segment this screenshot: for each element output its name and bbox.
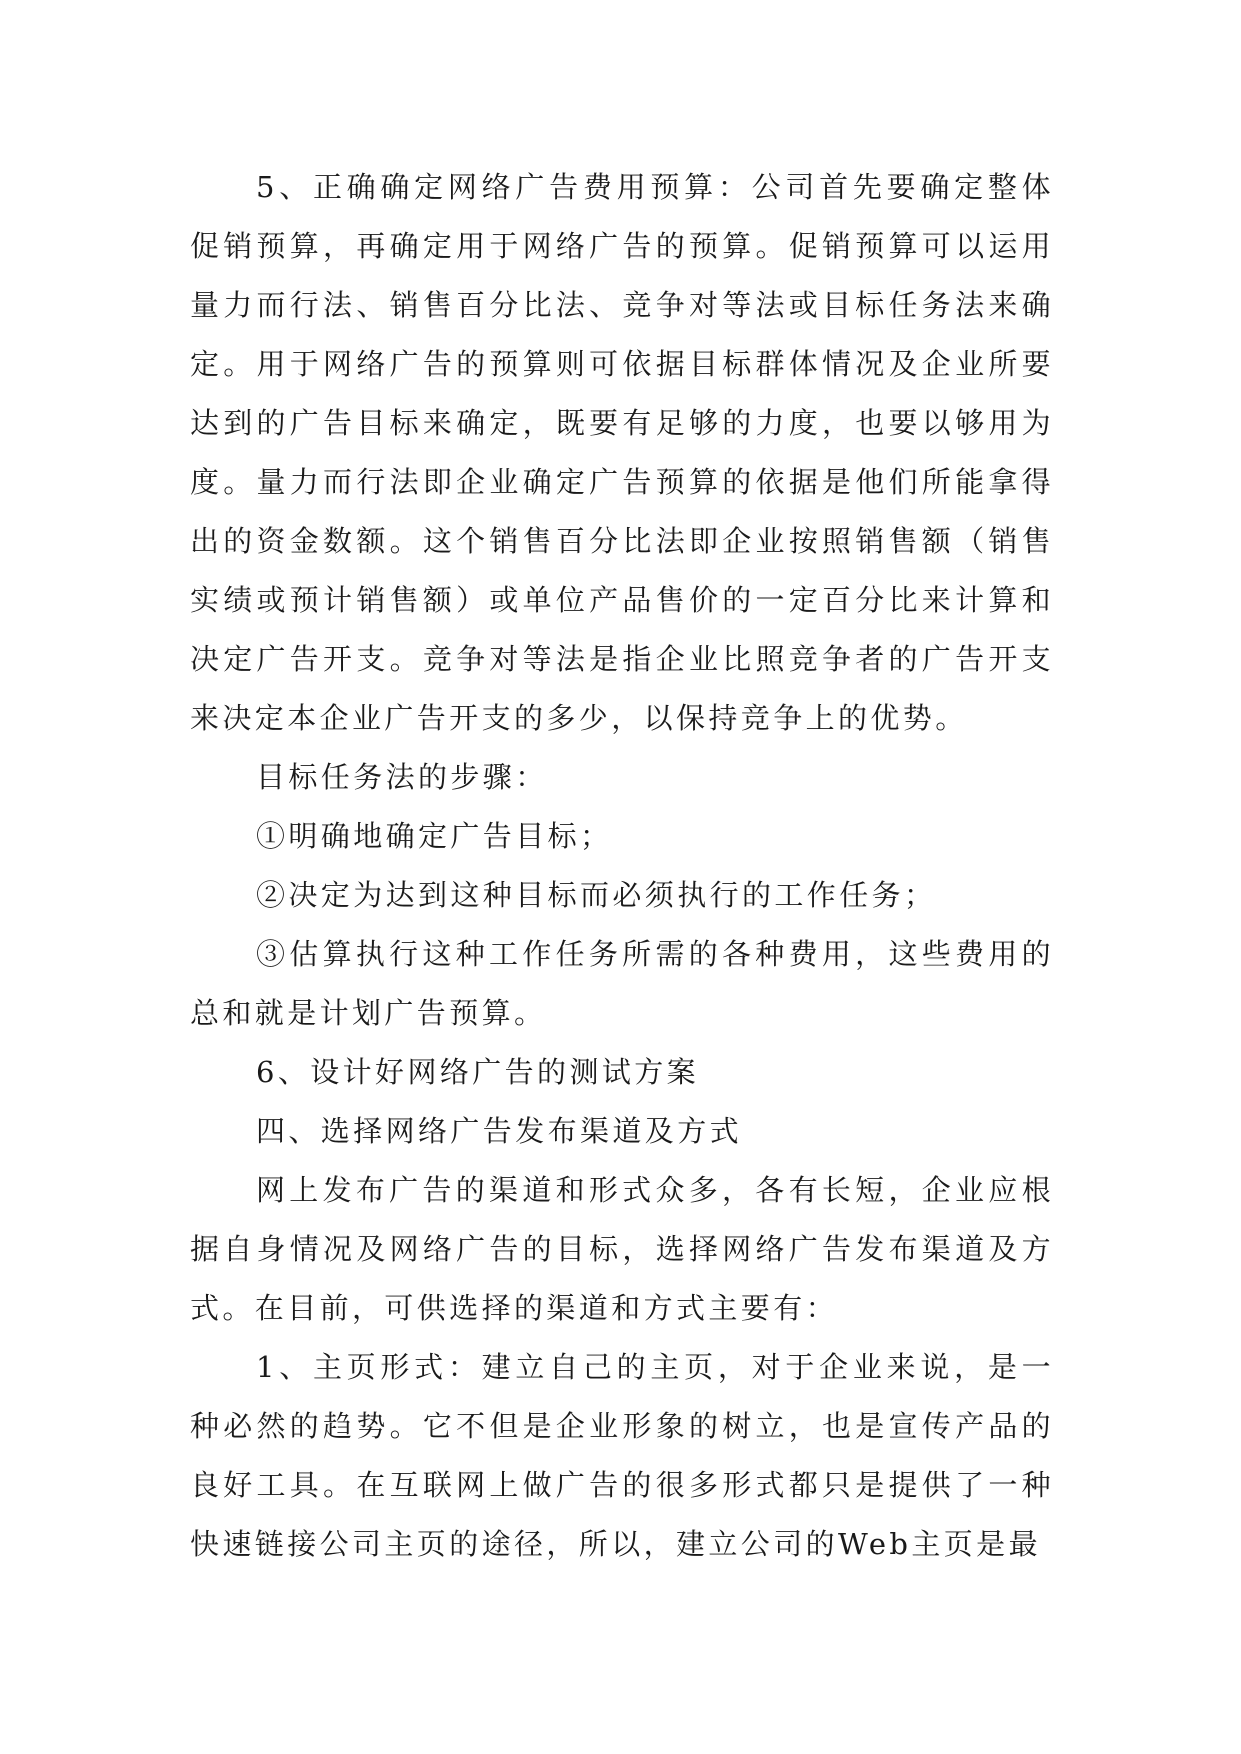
paragraph-steps-heading: 目标任务法的步骤： (256, 760, 548, 794)
body-text (190, 158, 1054, 1574)
paragraph-budget: 5、正确确定网络广告费用预算：公司首先要确定整体促销预算，再确定用于网络广告的预算。促销预算可以运用量力而行法、销售百分比法、竞争对等法或目标任务法来确定。用于网络广告的预算则可依据目标群体情况及企业所要达到的广告目标来确定，既要有足够的力度，也要以够用为度。量力而行法即企业确定广告预算的依据是他们所能拿得出的资金数额。这个销售百分比法即企业按照销售额（销售实绩或预计销售额）或单位产品售价的一定百分比来计算和决定广告开支。竞争对等法是指企业比照竞争者的广告开支来决定本企业广告开支的多少，以保持竞争上的优势。 (190, 170, 1054, 735)
paragraph-step-3: ③估算执行这种工作任务所需的各种费用，这些费用的总和就是计划广告预算。 (190, 937, 1054, 1030)
paragraph-homepage-form: 1、主页形式：建立自己的主页，对于企业来说，是一种必然的趋势。它不但是企业形象的树立，也是宣传产品的良好工具。在互联网上做广告的很多形式都只是提供了一种快速链接公司主页的途径，所以，建立公司的Web主页是最 (190, 1350, 1054, 1561)
section-heading-channels: 四、选择网络广告发布渠道及方式 (256, 1114, 743, 1148)
paragraph-step-2: ②决定为达到这种目标而必须执行的工作任务； (256, 878, 937, 912)
paragraph-test-plan: 6、设计好网络广告的测试方案 (256, 1055, 700, 1089)
paragraph-step-1: ①明确地确定广告目标； (256, 819, 613, 853)
paragraph-channels-intro: 网上发布广告的渠道和形式众多，各有长短，企业应根据自身情况及网络广告的目标，选择网络广告发布渠道及方式。在目前，可供选择的渠道和方式主要有： (190, 1173, 1054, 1325)
